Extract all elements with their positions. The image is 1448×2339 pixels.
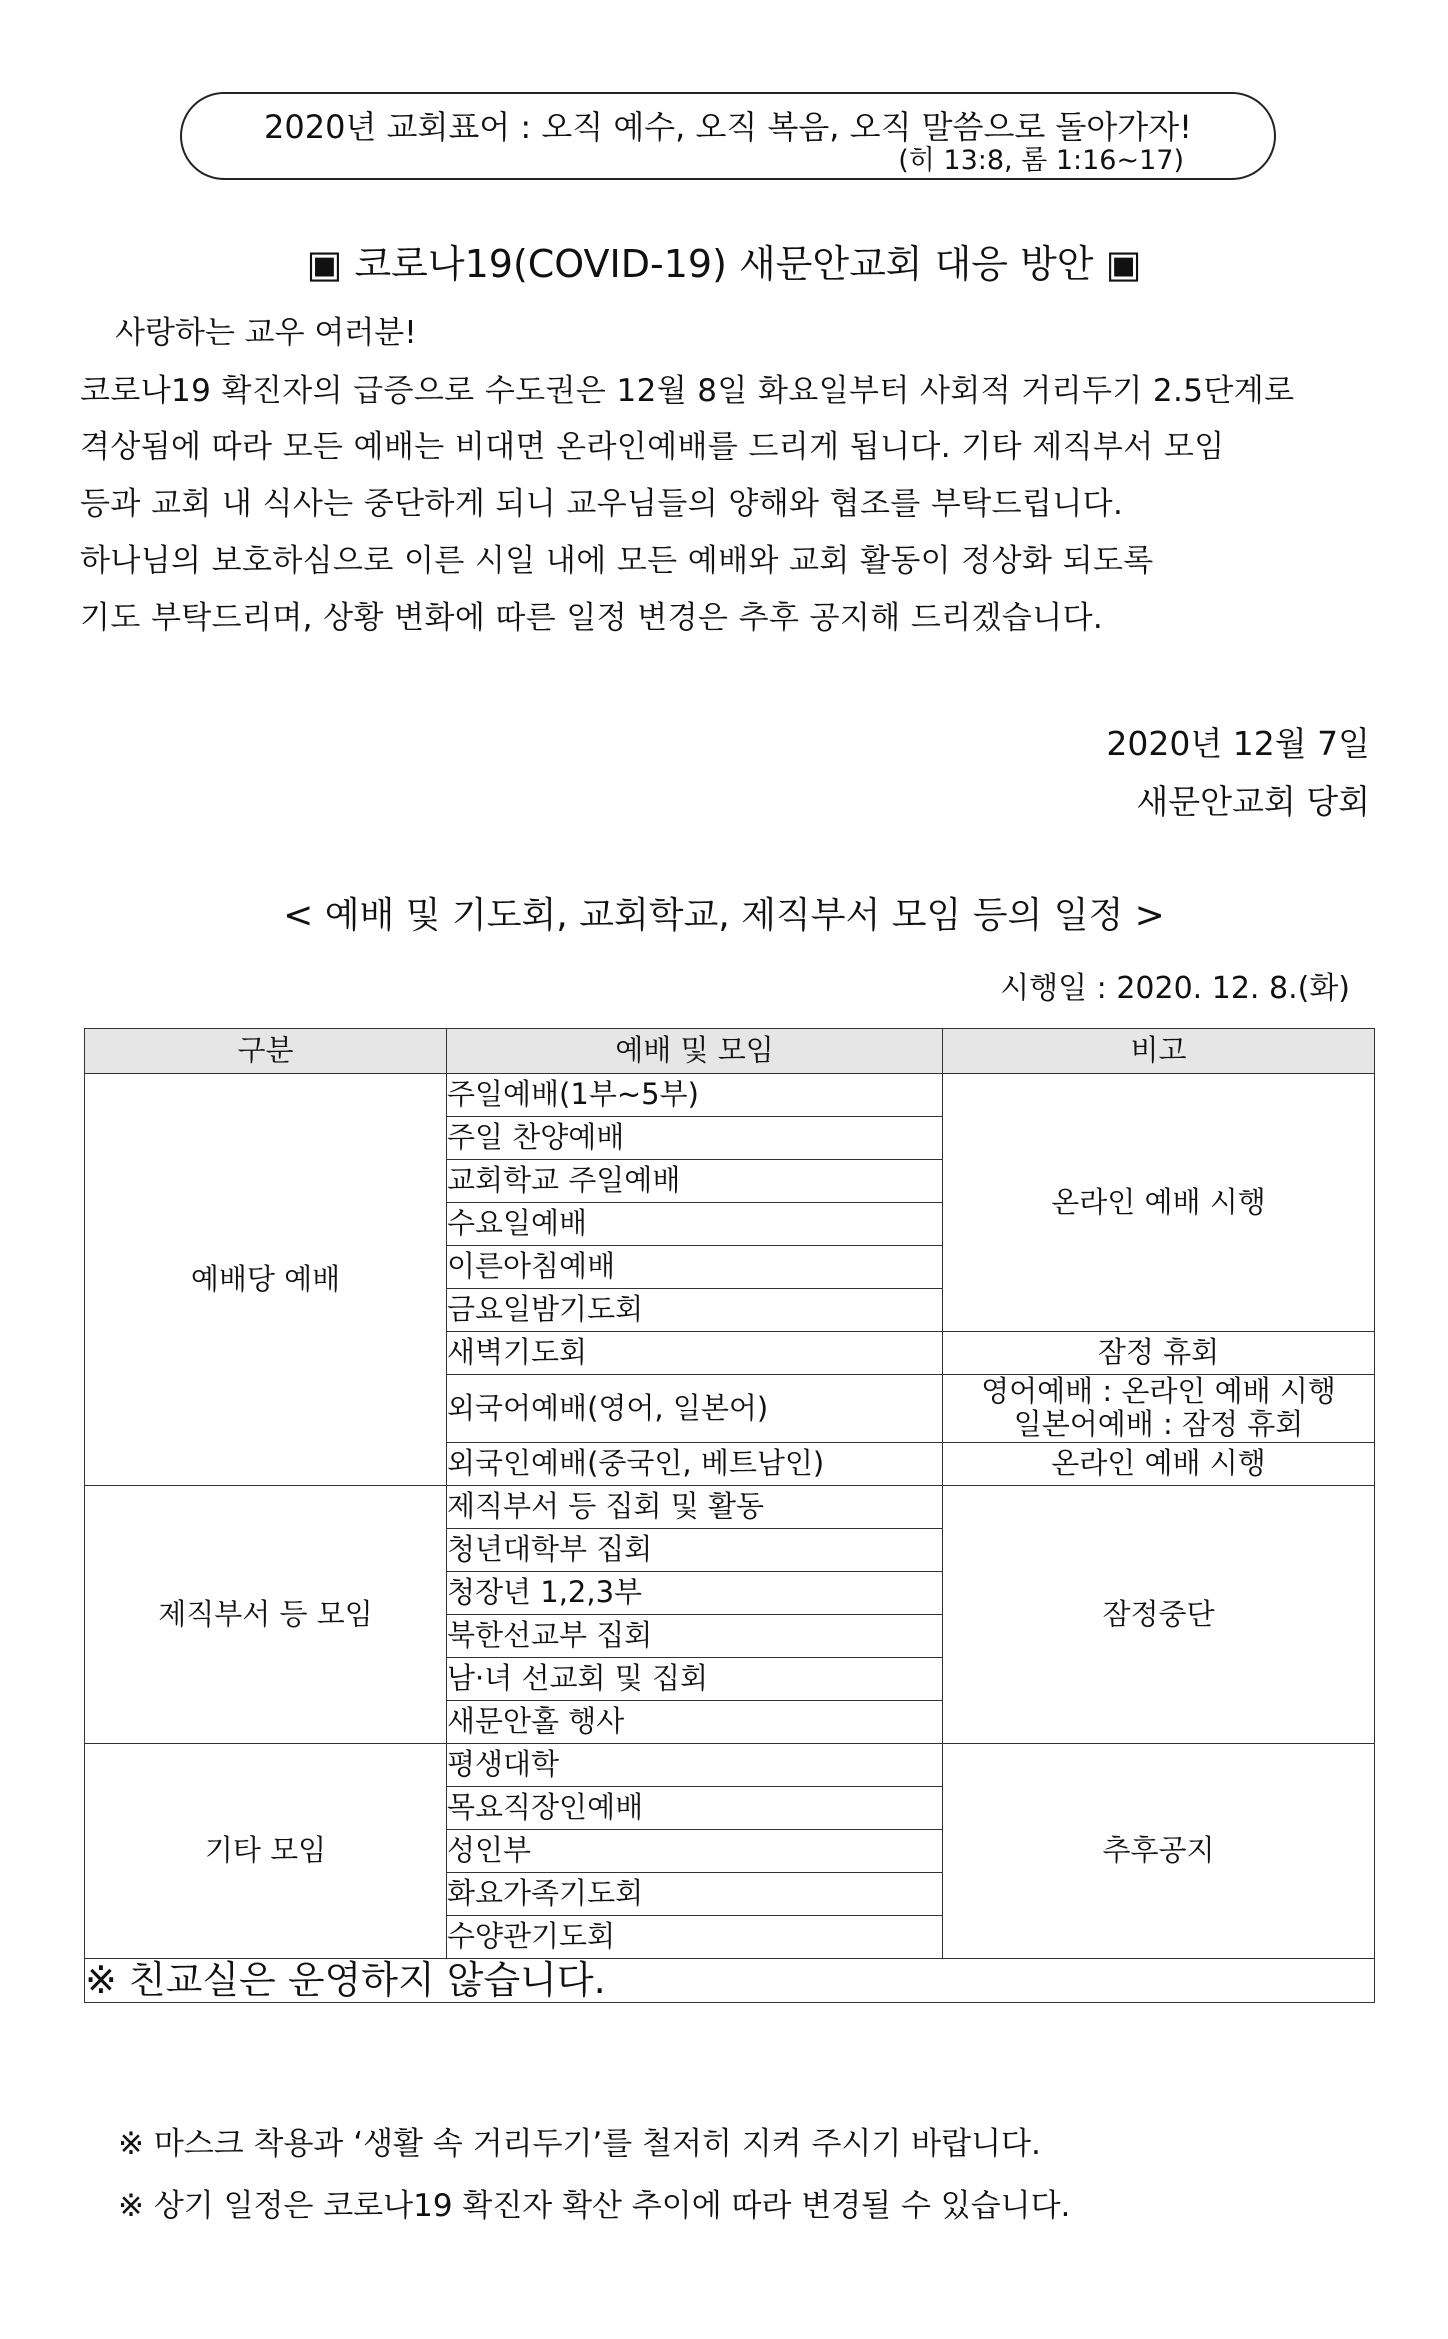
note-line: 영어예배 : 온라인 예배 시행 xyxy=(981,1374,1336,1408)
note-cell: 잠정중단 xyxy=(943,1485,1375,1743)
column-header: 구분 xyxy=(85,1029,447,1074)
schedule-item: 외국인예배(중국인, 베트남인) xyxy=(447,1442,943,1485)
notice-date: 2020년 12월 7일 xyxy=(1106,724,1370,763)
schedule-item: 주일예배(1부~5부) xyxy=(447,1074,943,1117)
notice-body-line: 격상됨에 따라 모든 예배는 비대면 온라인예배를 드리게 됩니다. 기타 제직부서 모임 xyxy=(80,429,1225,465)
notice-body-line: 하나님의 보호하심으로 이른 시일 내에 모든 예배와 교회 활동이 정상화 되도록 xyxy=(80,543,1154,579)
notice-body-line: 등과 교회 내 식사는 중단하게 되니 교우님들의 양해와 협조를 부탁드립니다. xyxy=(80,486,1124,522)
schedule-item: 화요가족기도회 xyxy=(447,1872,943,1915)
schedule-item: 평생대학 xyxy=(447,1743,943,1786)
schedule-item: 외국어예배(영어, 일본어) xyxy=(447,1375,943,1443)
schedule-item: 남·녀 선교회 및 집회 xyxy=(447,1657,943,1700)
notice-body-line: 기도 부탁드리며, 상황 변화에 따른 일정 변경은 추후 공지해 드리겠습니다. xyxy=(80,600,1104,636)
schedule-item: 이른아침예배 xyxy=(447,1246,943,1289)
schedule-item: 청장년 1,2,3부 xyxy=(447,1571,943,1614)
greeting: 사랑하는 교우 여러분! xyxy=(115,315,417,351)
column-header: 예배 및 모임 xyxy=(447,1029,943,1074)
note-line: 일본어예배 : 잠정 휴회 xyxy=(1013,1407,1304,1442)
fellowship-hall-notice: ※ 친교실은 운영하지 않습니다. xyxy=(85,1958,1375,2003)
schedule-item: 교회학교 주일예배 xyxy=(447,1160,943,1203)
schedule-item: 수양관기도회 xyxy=(447,1915,943,1958)
note-cell: 온라인 예배 시행 xyxy=(943,1442,1375,1485)
note-cell: 추후공지 xyxy=(943,1743,1375,1958)
church-motto-box xyxy=(180,92,1276,180)
table-header-row xyxy=(85,1029,1375,1074)
category-cell: 예배당 예배 xyxy=(85,1074,447,1486)
schedule-table xyxy=(84,1028,1375,2003)
schedule-item: 금요일밤기도회 xyxy=(447,1289,943,1332)
notice-signature: 새문안교회 당회 xyxy=(1136,782,1370,821)
effective-date: 시행일 : 2020. 12. 8.(화) xyxy=(1000,971,1350,1006)
note-cell xyxy=(943,1375,1375,1443)
church-motto: 2020년 교회표어 : 오직 예수, 오직 복음, 오직 말씀으로 돌아가자! xyxy=(264,108,1192,146)
notice-body-line: 코로나19 확진자의 급증으로 수도권은 12월 8일 화요일부터 사회적 거리두기 2.5단계로 xyxy=(80,373,1295,409)
table-row xyxy=(85,1743,1375,1786)
schedule-item: 성인부 xyxy=(447,1829,943,1872)
schedule-item: 새문안홀 행사 xyxy=(447,1700,943,1743)
notice-title: ▣ 코로나19(COVID-19) 새문안교회 대응 방안 ▣ xyxy=(306,242,1142,286)
table-row xyxy=(85,1958,1375,2003)
schedule-item: 새벽기도회 xyxy=(447,1332,943,1375)
schedule-item: 청년대학부 집회 xyxy=(447,1528,943,1571)
note-cell: 잠정 휴회 xyxy=(943,1332,1375,1375)
note-cell: 온라인 예배 시행 xyxy=(943,1074,1375,1332)
table-row xyxy=(85,1074,1375,1117)
footer-note: ※ 마스크 착용과 ‘생활 속 거리두기’를 철저히 지켜 주시기 바랍니다. xyxy=(118,2126,1041,2162)
schedule-item: 목요직장인예배 xyxy=(447,1786,943,1829)
footer-note: ※ 상기 일정은 코로나19 확진자 확산 추이에 따라 변경될 수 있습니다. xyxy=(118,2188,1071,2224)
schedule-title: < 예배 및 기도회, 교회학교, 제직부서 모임 등의 일정 > xyxy=(283,895,1165,936)
schedule-item: 수요일예배 xyxy=(447,1203,943,1246)
schedule-item: 주일 찬양예배 xyxy=(447,1117,943,1160)
column-header: 비고 xyxy=(943,1029,1375,1074)
table-row xyxy=(85,1485,1375,1528)
motto-verse-reference: (히 13:8, 롬 1:16~17) xyxy=(898,145,1184,176)
schedule-item: 북한선교부 집회 xyxy=(447,1614,943,1657)
schedule-item: 제직부서 등 집회 및 활동 xyxy=(447,1485,943,1528)
category-cell: 기타 모임 xyxy=(85,1743,447,1958)
category-cell: 제직부서 등 모임 xyxy=(85,1485,447,1743)
